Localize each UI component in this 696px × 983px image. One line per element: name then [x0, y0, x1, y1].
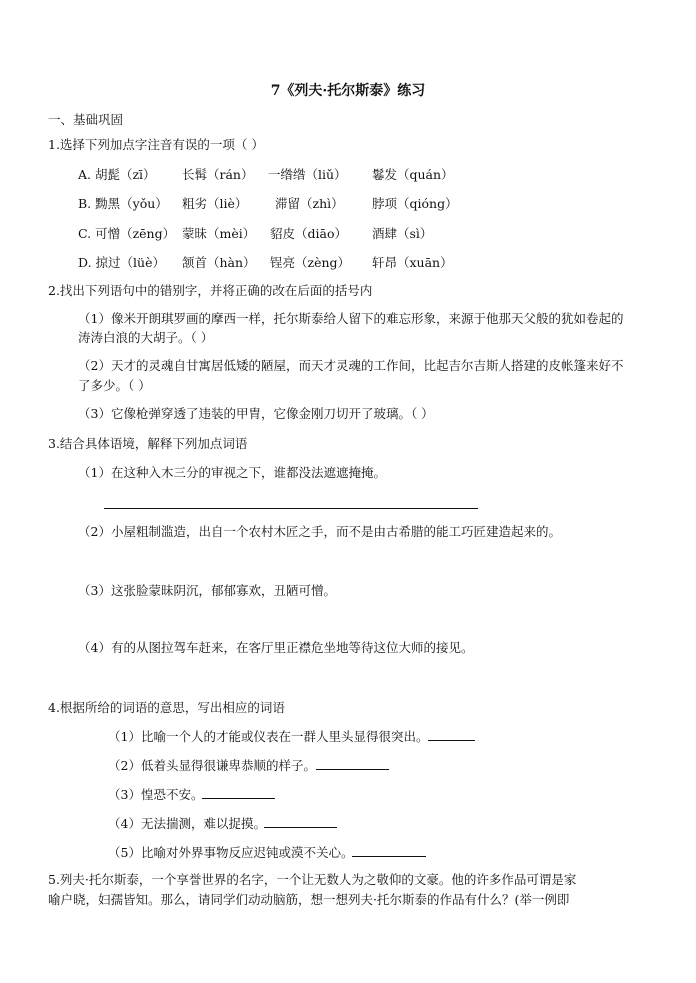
q4-item-2: （2）低着头显得很谦卑恭顺的样子。 — [108, 758, 316, 773]
q3-item-1: （1）在这种入木三分的审视之下，谁都没法遮遮掩掩。 — [78, 465, 386, 480]
q1-option-b-1: B. 黝黑（yǒu） — [78, 196, 168, 211]
q4-item-5-answer-line[interactable] — [352, 856, 426, 857]
q1-option-d-4: 轩昂（xuān） — [372, 255, 453, 270]
section-heading: 一、基础巩固 — [48, 112, 124, 127]
question-2-stem: 2.找出下列语句中的错别字，并将正确的改在后面的括号内 — [48, 283, 373, 298]
q2-item-2-line-1: （2）天才的灵魂自甘寓居低矮的陋屋，而天才灵魂的工作间，比起吉尔吉斯人搭建的皮帐篷来好不 — [78, 358, 624, 373]
q1-option-b-2: 粗劣（liè） — [182, 196, 248, 211]
q1-option-c-1: C. 可憎（zēng） — [78, 226, 176, 241]
q3-item-4: （4）有的从图拉驾车赶来，在客厅里正襟危坐地等待这位大师的接见。 — [78, 640, 474, 655]
q1-option-a-1: A. 胡髭（zī） — [78, 167, 156, 182]
q4-item-3: （3）惶恐不安。 — [108, 787, 204, 802]
q4-item-1-answer-line[interactable] — [428, 740, 475, 741]
question-1-stem: 1.选择下列加点字注音有误的一项（ ） — [48, 137, 264, 152]
question-4-stem: 4.根据所给的词语的意思，写出相应的词语 — [48, 700, 285, 715]
q3-item-3: （3）这张脸蒙昧阴沉，郁郁寡欢，丑陋可憎。 — [78, 583, 336, 598]
q4-item-2-answer-line[interactable] — [316, 769, 389, 770]
q1-option-d-1: D. 掠过（lüè） — [78, 255, 165, 270]
q1-option-b-4: 脖项（qióng） — [372, 196, 458, 211]
q2-item-1-line-1: （1）像米开朗琪罗画的摩西一样，托尔斯泰给人留下的难忘形象，来源于他那天父般的犹如卷起的 — [78, 311, 624, 326]
question-3-stem: 3.结合具体语境，解释下列加点词语 — [48, 436, 248, 451]
q1-option-c-2: 蒙昧（mèi） — [182, 226, 256, 241]
q1-option-d-2: 颔首（hàn） — [182, 255, 256, 270]
q1-option-c-3: 貂皮（diāo） — [270, 226, 347, 241]
q1-option-a-2: 长髯（rán） — [182, 167, 254, 182]
q1-option-a-3: 一绺绺（liǔ） — [268, 167, 347, 182]
q3-item-1-answer-line[interactable] — [104, 508, 478, 509]
q1-option-c-4: 酒肆（sì） — [372, 226, 433, 241]
question-5-line-2: 喻户晓，妇孺皆知。那么，请同学们动动脑筋，想一想列夫·托尔斯泰的作品有什么？(举一例即 — [48, 892, 570, 907]
q2-item-1-line-2: 涛涛白浪的大胡子。（ ） — [78, 330, 214, 345]
q2-item-3: （3）它像枪弹穿透了违装的甲胄，它像金刚刀切开了玻璃。（ ） — [78, 406, 434, 421]
q4-item-4-answer-line[interactable] — [264, 827, 337, 828]
q1-option-a-4: 鬈发（quán） — [372, 167, 454, 182]
q2-item-2-line-2: 了多少。（ ） — [78, 378, 151, 393]
q4-item-4: （4）无法揣测，难以捉摸。 — [108, 816, 266, 831]
q1-option-d-3: 锃亮（zèng） — [270, 255, 351, 270]
q4-item-1: （1）比喻一个人的才能或仪表在一群人里头显得很突出。 — [108, 729, 429, 744]
q4-item-3-answer-line[interactable] — [202, 798, 275, 799]
q4-item-5: （5）比喻对外界事物反应迟钝或漠不关心。 — [108, 845, 354, 860]
q3-item-2: （2）小屋粗制滥造，出自一个农村木匠之手，而不是由古希腊的能工巧匠建造起来的。 — [78, 524, 561, 539]
question-5-line-1: 5.列夫·托尔斯泰，一个享誉世界的名字，一个让无数人为之敬仰的文豪。他的许多作品可谓是家 — [48, 872, 577, 887]
page-title: 7《列夫·托尔斯泰》练习 — [270, 83, 426, 99]
q1-option-b-3: 滞留（zhì） — [275, 196, 344, 211]
